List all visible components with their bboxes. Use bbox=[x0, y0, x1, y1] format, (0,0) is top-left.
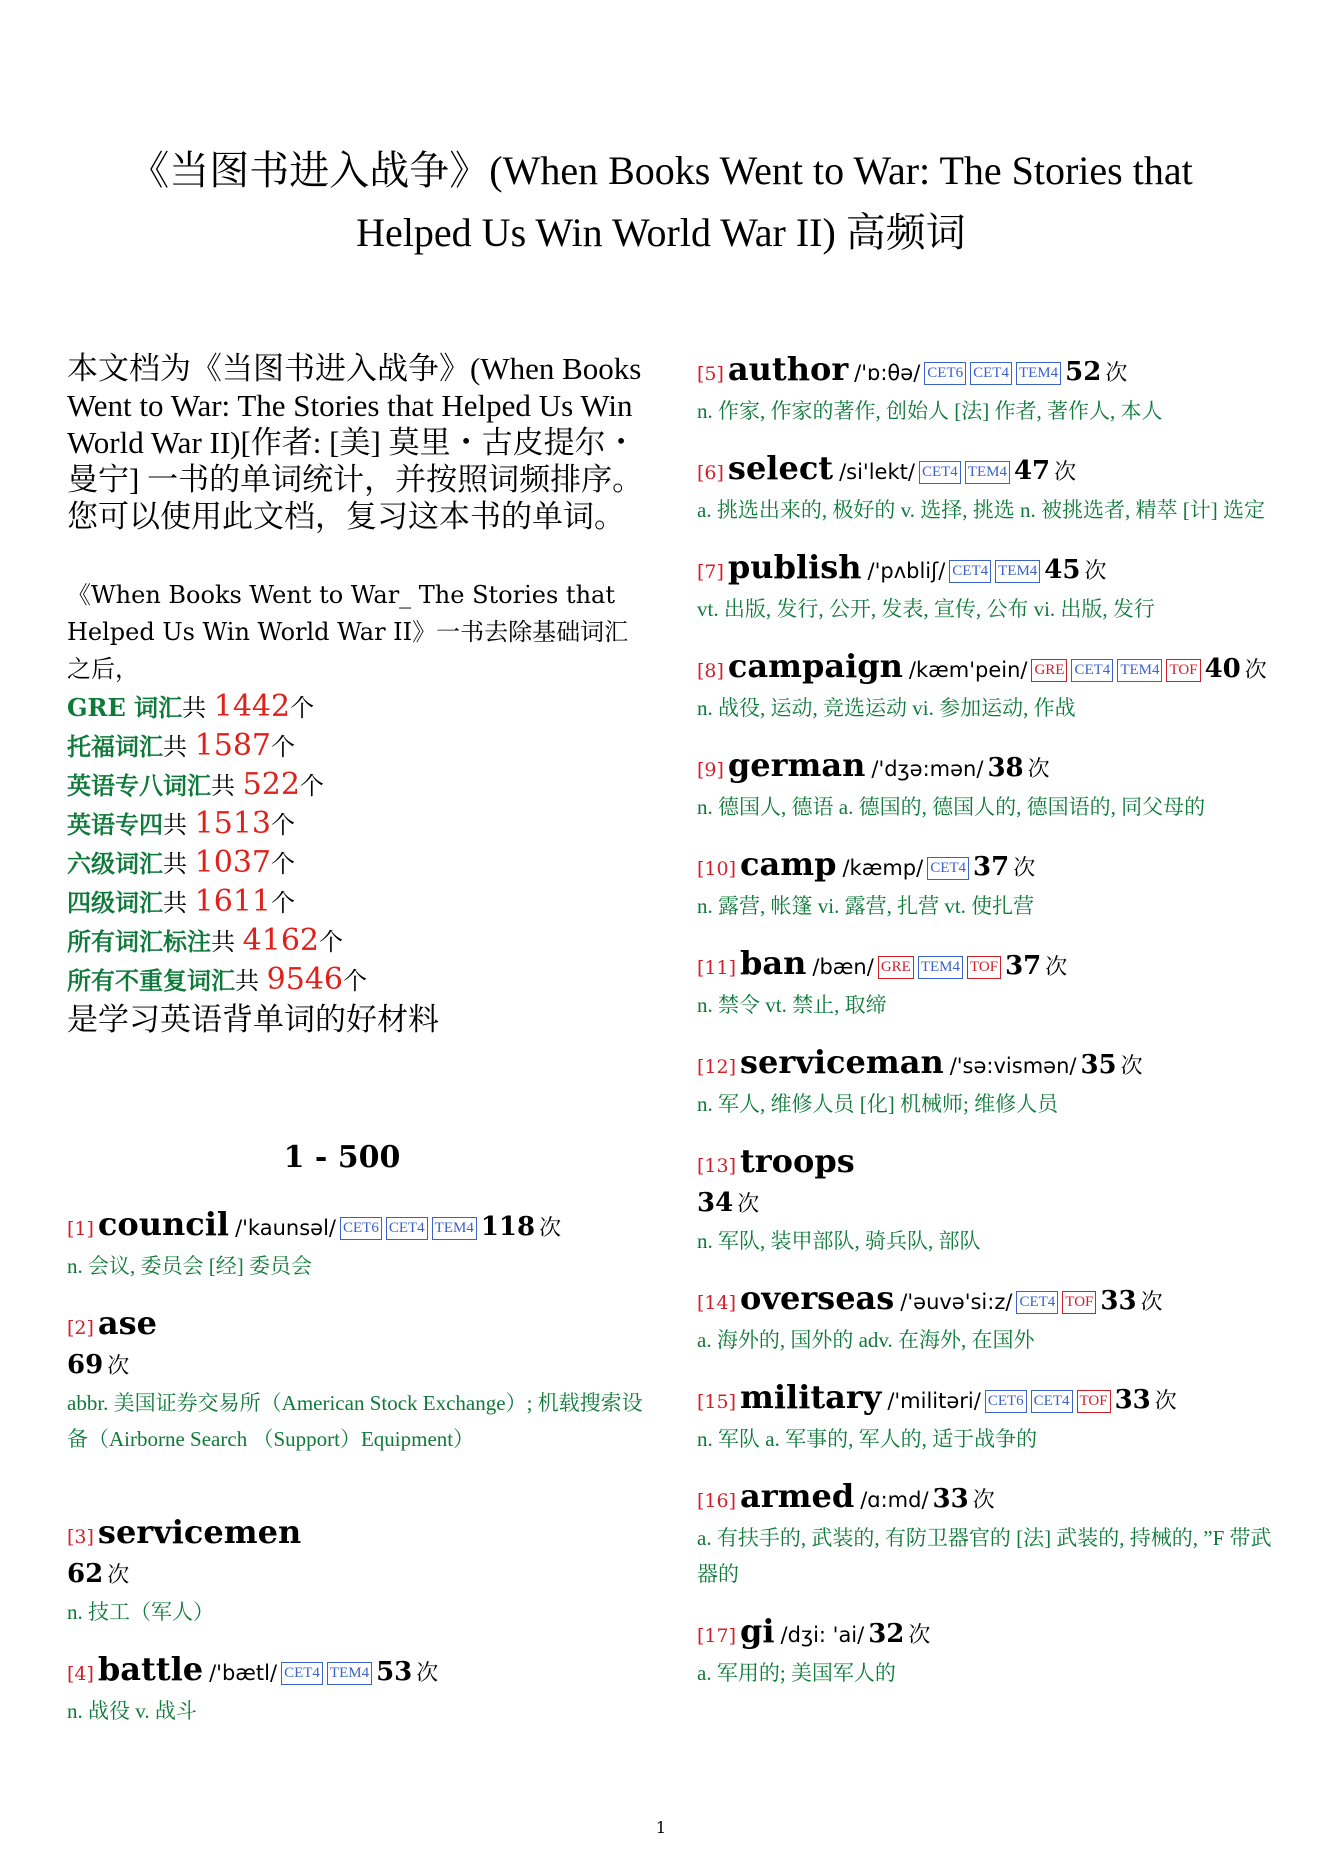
entry-index: [9] bbox=[697, 759, 724, 781]
entry-definition: n. 禁令 vt. 禁止, 取缔 bbox=[697, 993, 887, 1017]
stat-line bbox=[67, 766, 647, 805]
entry-head bbox=[697, 1043, 1277, 1086]
entry-phonetic: /dʒi: 'ai/ bbox=[780, 1623, 865, 1647]
entry-count: 34 bbox=[697, 1188, 734, 1218]
summary-intro: 《When Books Went to War_ The Stories that Helped Us Win World War II》一书去除基础词汇之后， bbox=[67, 581, 629, 683]
entry-index: [10] bbox=[697, 858, 737, 880]
entry-count: 53 bbox=[376, 1657, 413, 1687]
entry-index: [3] bbox=[67, 1526, 94, 1548]
word-entry bbox=[697, 350, 1277, 429]
summary-tail: 是学习英语背单词的好材料 bbox=[67, 1002, 439, 1038]
vocab-summary bbox=[67, 577, 647, 1040]
stat-number: 1037 bbox=[194, 845, 271, 880]
entry-definition: n. 战役 v. 战斗 bbox=[67, 1699, 197, 1723]
stats-list bbox=[67, 688, 647, 1000]
entries-right bbox=[697, 350, 1277, 1691]
entry-index: [13] bbox=[697, 1155, 737, 1177]
entry-head bbox=[697, 350, 1277, 393]
word-entry bbox=[697, 449, 1277, 528]
entry-phonetic: /kæmp/ bbox=[842, 856, 924, 880]
stat-pre: 共 bbox=[211, 928, 243, 956]
stat-unit: 个 bbox=[271, 889, 295, 917]
stat-number: 1611 bbox=[194, 884, 271, 919]
stat-line bbox=[67, 961, 647, 1000]
entry-head bbox=[697, 746, 1277, 789]
entry-phonetic: /'sə:vismən/ bbox=[949, 1054, 1077, 1078]
entry-count: 62 bbox=[67, 1559, 104, 1589]
word-entry bbox=[697, 845, 1277, 924]
entry-word: battle bbox=[97, 1650, 204, 1688]
entry-phonetic: /ɑ:md/ bbox=[860, 1488, 929, 1512]
page-title bbox=[60, 140, 1262, 264]
stat-label: GRE 词汇 bbox=[67, 693, 183, 722]
stat-pre: 共 bbox=[163, 811, 195, 839]
entry-definition: n. 战役, 运动, 竞选运动 vi. 参加运动, 作战 bbox=[697, 696, 1076, 720]
word-entry bbox=[697, 1477, 1277, 1592]
entry-definition: a. 挑选出来的, 极好的 v. 选择, 挑选 n. 被挑选者, 精萃 [计] 选定 bbox=[697, 498, 1265, 522]
entry-count-line bbox=[67, 1556, 647, 1594]
stat-label: 四级词汇 bbox=[67, 888, 163, 917]
stat-pre: 共 bbox=[211, 772, 243, 800]
stat-line bbox=[67, 727, 647, 766]
entry-count: 40 bbox=[1204, 654, 1241, 684]
exam-tag: CET6 bbox=[924, 362, 966, 385]
entry-index: [7] bbox=[697, 561, 724, 583]
exam-tag: CET4 bbox=[281, 1662, 323, 1685]
entry-word: select bbox=[727, 449, 834, 487]
entry-count-unit: 次 bbox=[107, 1563, 130, 1588]
entry-head bbox=[697, 548, 1277, 591]
stat-label: 英语专四 bbox=[67, 810, 163, 839]
exam-tag: CET4 bbox=[386, 1217, 428, 1240]
entry-head bbox=[67, 1205, 647, 1248]
word-entry bbox=[697, 1142, 1277, 1259]
entry-count-unit: 次 bbox=[1105, 361, 1128, 386]
word-entry bbox=[697, 1378, 1277, 1457]
entry-word: campaign bbox=[727, 647, 903, 685]
entry-definition: n. 军队, 装甲部队, 骑兵队, 部队 bbox=[697, 1229, 981, 1253]
entry-word: ase bbox=[97, 1304, 158, 1342]
stat-label: 六级词汇 bbox=[67, 849, 163, 878]
entry-phonetic: /'kaunsəl/ bbox=[235, 1216, 336, 1240]
entry-definition: vt. 出版, 发行, 公开, 发表, 宣传, 公布 vi. 出版, 发行 bbox=[697, 597, 1155, 621]
entry-definition: n. 会议, 委员会 [经] 委员会 bbox=[67, 1254, 312, 1278]
stat-number: 1442 bbox=[213, 689, 291, 724]
intro-text-2: 您可以使用此文档，复习这本书的单词。 bbox=[67, 499, 625, 534]
word-entry bbox=[67, 1650, 647, 1729]
word-entry bbox=[697, 1043, 1277, 1122]
entry-word: armed bbox=[740, 1477, 855, 1515]
stat-unit: 个 bbox=[299, 772, 324, 800]
exam-tag: TEM4 bbox=[965, 461, 1010, 484]
page-number: 1 bbox=[655, 1818, 667, 1837]
entry-definition: n. 军队 a. 军事的, 军人的, 适于战争的 bbox=[697, 1427, 1038, 1451]
entry-head bbox=[67, 1513, 647, 1556]
word-entry bbox=[697, 548, 1277, 627]
entry-index: [17] bbox=[697, 1625, 737, 1647]
entry-count: 45 bbox=[1044, 555, 1081, 585]
right-column bbox=[697, 350, 1277, 1711]
entry-count: 37 bbox=[1005, 951, 1042, 981]
stat-number: 4162 bbox=[242, 923, 319, 958]
entry-word: ban bbox=[740, 944, 807, 982]
stat-number: 9546 bbox=[266, 962, 343, 997]
entry-definition: a. 军用的; 美国军人的 bbox=[697, 1661, 896, 1685]
entry-index: [4] bbox=[67, 1663, 94, 1685]
stat-line bbox=[67, 805, 647, 844]
exam-tag: CET4 bbox=[970, 362, 1012, 385]
entry-index: [1] bbox=[67, 1218, 94, 1240]
entry-phonetic: /'militəri/ bbox=[887, 1389, 981, 1413]
entry-count-unit: 次 bbox=[1084, 559, 1107, 584]
entry-index: [16] bbox=[697, 1490, 737, 1512]
entry-count-line bbox=[697, 1185, 1277, 1223]
stat-unit: 个 bbox=[343, 967, 367, 995]
stat-line bbox=[67, 922, 647, 961]
intro-text-1: 本文档为《当图书进入战争》(When Books Went to War: The Stories that Helped Us Win World War II)[作者: [美] 莫里・古皮提尔・曼宁] 一书的单词统计，并按照词频排序。 bbox=[67, 351, 644, 497]
entry-count-unit: 次 bbox=[1140, 1290, 1163, 1315]
exam-tag: CET4 bbox=[919, 461, 961, 484]
entry-count-unit: 次 bbox=[107, 1354, 130, 1379]
entry-definition: n. 德国人, 德语 a. 德国的, 德国人的, 德国语的, 同父母的 bbox=[697, 795, 1206, 819]
stat-number: 1513 bbox=[194, 806, 271, 841]
entry-count: 38 bbox=[987, 753, 1024, 783]
entry-head bbox=[697, 944, 1277, 987]
entry-definition: a. 有扶手的, 武装的, 有防卫器官的 [法] 武装的, 持械的, ”F 带武器的 bbox=[697, 1526, 1272, 1586]
stat-pre: 共 bbox=[163, 850, 195, 878]
entry-head bbox=[697, 647, 1277, 690]
entry-count-unit: 次 bbox=[539, 1216, 562, 1241]
entry-phonetic: /'pʌbliʃ/ bbox=[867, 559, 946, 583]
entry-head bbox=[697, 1477, 1277, 1520]
exam-tag: CET4 bbox=[1031, 1390, 1073, 1413]
exam-tag: TEM4 bbox=[995, 560, 1040, 583]
stat-label: 托福词汇 bbox=[67, 732, 163, 761]
entry-count: 118 bbox=[480, 1212, 536, 1242]
exam-tag: TEM4 bbox=[1016, 362, 1061, 385]
entry-definition: abbr. 美国证券交易所（American Stock Exchange）; 机载搜索设备（Airborne Search （Support）Equipment） bbox=[67, 1391, 643, 1451]
entry-word: military bbox=[740, 1378, 882, 1416]
entry-count-unit: 次 bbox=[1013, 856, 1036, 881]
exam-tag: TEM4 bbox=[327, 1662, 372, 1685]
stat-pre: 共 bbox=[163, 889, 195, 917]
entry-head bbox=[697, 449, 1277, 492]
entry-count: 37 bbox=[973, 852, 1010, 882]
entry-word: council bbox=[97, 1205, 230, 1243]
entry-count-unit: 次 bbox=[972, 1488, 995, 1513]
entry-count-unit: 次 bbox=[737, 1192, 760, 1217]
entry-phonetic: /si'lekt/ bbox=[839, 460, 915, 484]
word-entry bbox=[67, 1205, 647, 1284]
word-entry bbox=[67, 1304, 647, 1457]
entry-count: 52 bbox=[1065, 357, 1102, 387]
entry-phonetic: /'əuvə'si:z/ bbox=[900, 1290, 1013, 1314]
entry-word: author bbox=[727, 350, 849, 388]
entry-count: 33 bbox=[1100, 1286, 1137, 1316]
exam-tag: TEM4 bbox=[432, 1217, 477, 1240]
range-heading: 1 - 500 bbox=[283, 1140, 401, 1175]
entry-count: 33 bbox=[932, 1484, 969, 1514]
stat-label: 所有不重复词汇 bbox=[67, 966, 235, 995]
stat-line bbox=[67, 883, 647, 922]
stat-unit: 个 bbox=[271, 811, 295, 839]
word-entry bbox=[697, 746, 1277, 825]
stat-number: 522 bbox=[242, 767, 300, 802]
entry-count-line bbox=[67, 1347, 647, 1385]
entry-count: 69 bbox=[67, 1350, 104, 1380]
entry-word: overseas bbox=[740, 1279, 895, 1317]
entry-definition: n. 露营, 帐篷 vi. 露营, 扎营 vt. 使扎营 bbox=[697, 894, 1035, 918]
entry-word: gi bbox=[740, 1612, 775, 1650]
left-column bbox=[67, 350, 647, 1749]
entry-count: 33 bbox=[1114, 1385, 1151, 1415]
entry-phonetic: /'bætl/ bbox=[209, 1661, 278, 1685]
stat-pre: 共 bbox=[182, 694, 214, 722]
entry-word: servicemen bbox=[97, 1513, 302, 1551]
exam-tag: TOF bbox=[967, 956, 1001, 979]
entry-count-unit: 次 bbox=[416, 1661, 439, 1686]
entry-head bbox=[67, 1650, 647, 1693]
exam-tag: CET4 bbox=[949, 560, 991, 583]
entry-phonetic: /bæn/ bbox=[812, 955, 874, 979]
entry-definition: n. 军人, 维修人员 [化] 机械师; 维修人员 bbox=[697, 1092, 1059, 1116]
entry-phonetic: /kæm'pein/ bbox=[908, 658, 1028, 682]
entry-phonetic: /'dʒə:mən/ bbox=[871, 757, 984, 781]
entry-definition: n. 作家, 作家的著作, 创始人 [法] 作者, 著作人, 本人 bbox=[697, 399, 1163, 423]
entry-index: [12] bbox=[697, 1056, 737, 1078]
exam-tag: CET6 bbox=[985, 1390, 1027, 1413]
word-entry bbox=[697, 647, 1277, 726]
exam-tag: CET4 bbox=[1016, 1291, 1058, 1314]
entry-index: [11] bbox=[697, 957, 737, 979]
entry-index: [14] bbox=[697, 1292, 737, 1314]
exam-tag: CET4 bbox=[927, 857, 969, 880]
exam-tag: TEM4 bbox=[918, 956, 963, 979]
stat-unit: 个 bbox=[271, 850, 295, 878]
word-entry bbox=[697, 944, 1277, 1023]
exam-tag: GRE bbox=[878, 956, 914, 979]
entry-index: [2] bbox=[67, 1317, 94, 1339]
intro-paragraph bbox=[67, 350, 647, 535]
exam-tag: TOF bbox=[1166, 659, 1200, 682]
entry-head bbox=[697, 845, 1277, 888]
exam-tag: GRE bbox=[1031, 659, 1067, 682]
stat-line bbox=[67, 688, 647, 727]
entry-word: troops bbox=[740, 1142, 855, 1180]
exam-tag: TOF bbox=[1077, 1390, 1111, 1413]
entry-count-unit: 次 bbox=[1154, 1389, 1177, 1414]
title-line-2: Helped Us Win World War II) 高频词 bbox=[356, 210, 966, 255]
entry-head bbox=[697, 1378, 1277, 1421]
exam-tag: CET4 bbox=[1071, 659, 1113, 682]
title-line-1: 《当图书进入战争》(When Books Went to War: The Stories that bbox=[129, 148, 1193, 193]
stat-unit: 个 bbox=[319, 928, 343, 956]
exam-tag: TOF bbox=[1062, 1291, 1096, 1314]
entry-count-unit: 次 bbox=[1054, 460, 1077, 485]
exam-tag: CET6 bbox=[340, 1217, 382, 1240]
entry-definition: n. 技工（军人） bbox=[67, 1600, 214, 1624]
entry-index: [6] bbox=[697, 462, 724, 484]
entry-count: 47 bbox=[1013, 456, 1051, 486]
entry-head bbox=[697, 1142, 1277, 1185]
stat-label: 所有词汇标注 bbox=[67, 927, 211, 956]
entry-word: serviceman bbox=[740, 1043, 944, 1081]
entry-word: camp bbox=[740, 845, 837, 883]
stat-label: 英语专八词汇 bbox=[67, 771, 211, 800]
word-entry bbox=[697, 1279, 1277, 1358]
stat-unit: 个 bbox=[290, 694, 315, 722]
word-entry bbox=[697, 1612, 1277, 1691]
entry-count: 35 bbox=[1080, 1050, 1117, 1080]
entry-head bbox=[67, 1304, 647, 1347]
entries-left bbox=[67, 1205, 647, 1729]
stat-line bbox=[67, 844, 647, 883]
entry-phonetic: /'ɒ:θə/ bbox=[854, 361, 921, 385]
entry-count-unit: 次 bbox=[1120, 1054, 1143, 1079]
entry-index: [5] bbox=[697, 363, 724, 385]
entry-index: [8] bbox=[697, 660, 724, 682]
entry-head bbox=[697, 1279, 1277, 1322]
word-entry bbox=[67, 1513, 647, 1630]
stat-unit: 个 bbox=[271, 733, 295, 761]
exam-tag: TEM4 bbox=[1117, 659, 1162, 682]
stat-pre: 共 bbox=[163, 733, 195, 761]
entry-definition: a. 海外的, 国外的 adv. 在海外, 在国外 bbox=[697, 1328, 1035, 1352]
entry-head bbox=[697, 1612, 1277, 1655]
stat-number: 1587 bbox=[194, 728, 271, 763]
entry-count-unit: 次 bbox=[908, 1623, 931, 1648]
entry-count-unit: 次 bbox=[1045, 955, 1068, 980]
entry-word: german bbox=[727, 746, 866, 784]
entry-count-unit: 次 bbox=[1244, 658, 1267, 683]
entry-word: publish bbox=[727, 548, 862, 586]
stat-pre: 共 bbox=[235, 967, 267, 995]
entry-index: [15] bbox=[697, 1391, 737, 1413]
entry-count: 32 bbox=[868, 1619, 905, 1649]
entry-count-unit: 次 bbox=[1027, 757, 1050, 782]
